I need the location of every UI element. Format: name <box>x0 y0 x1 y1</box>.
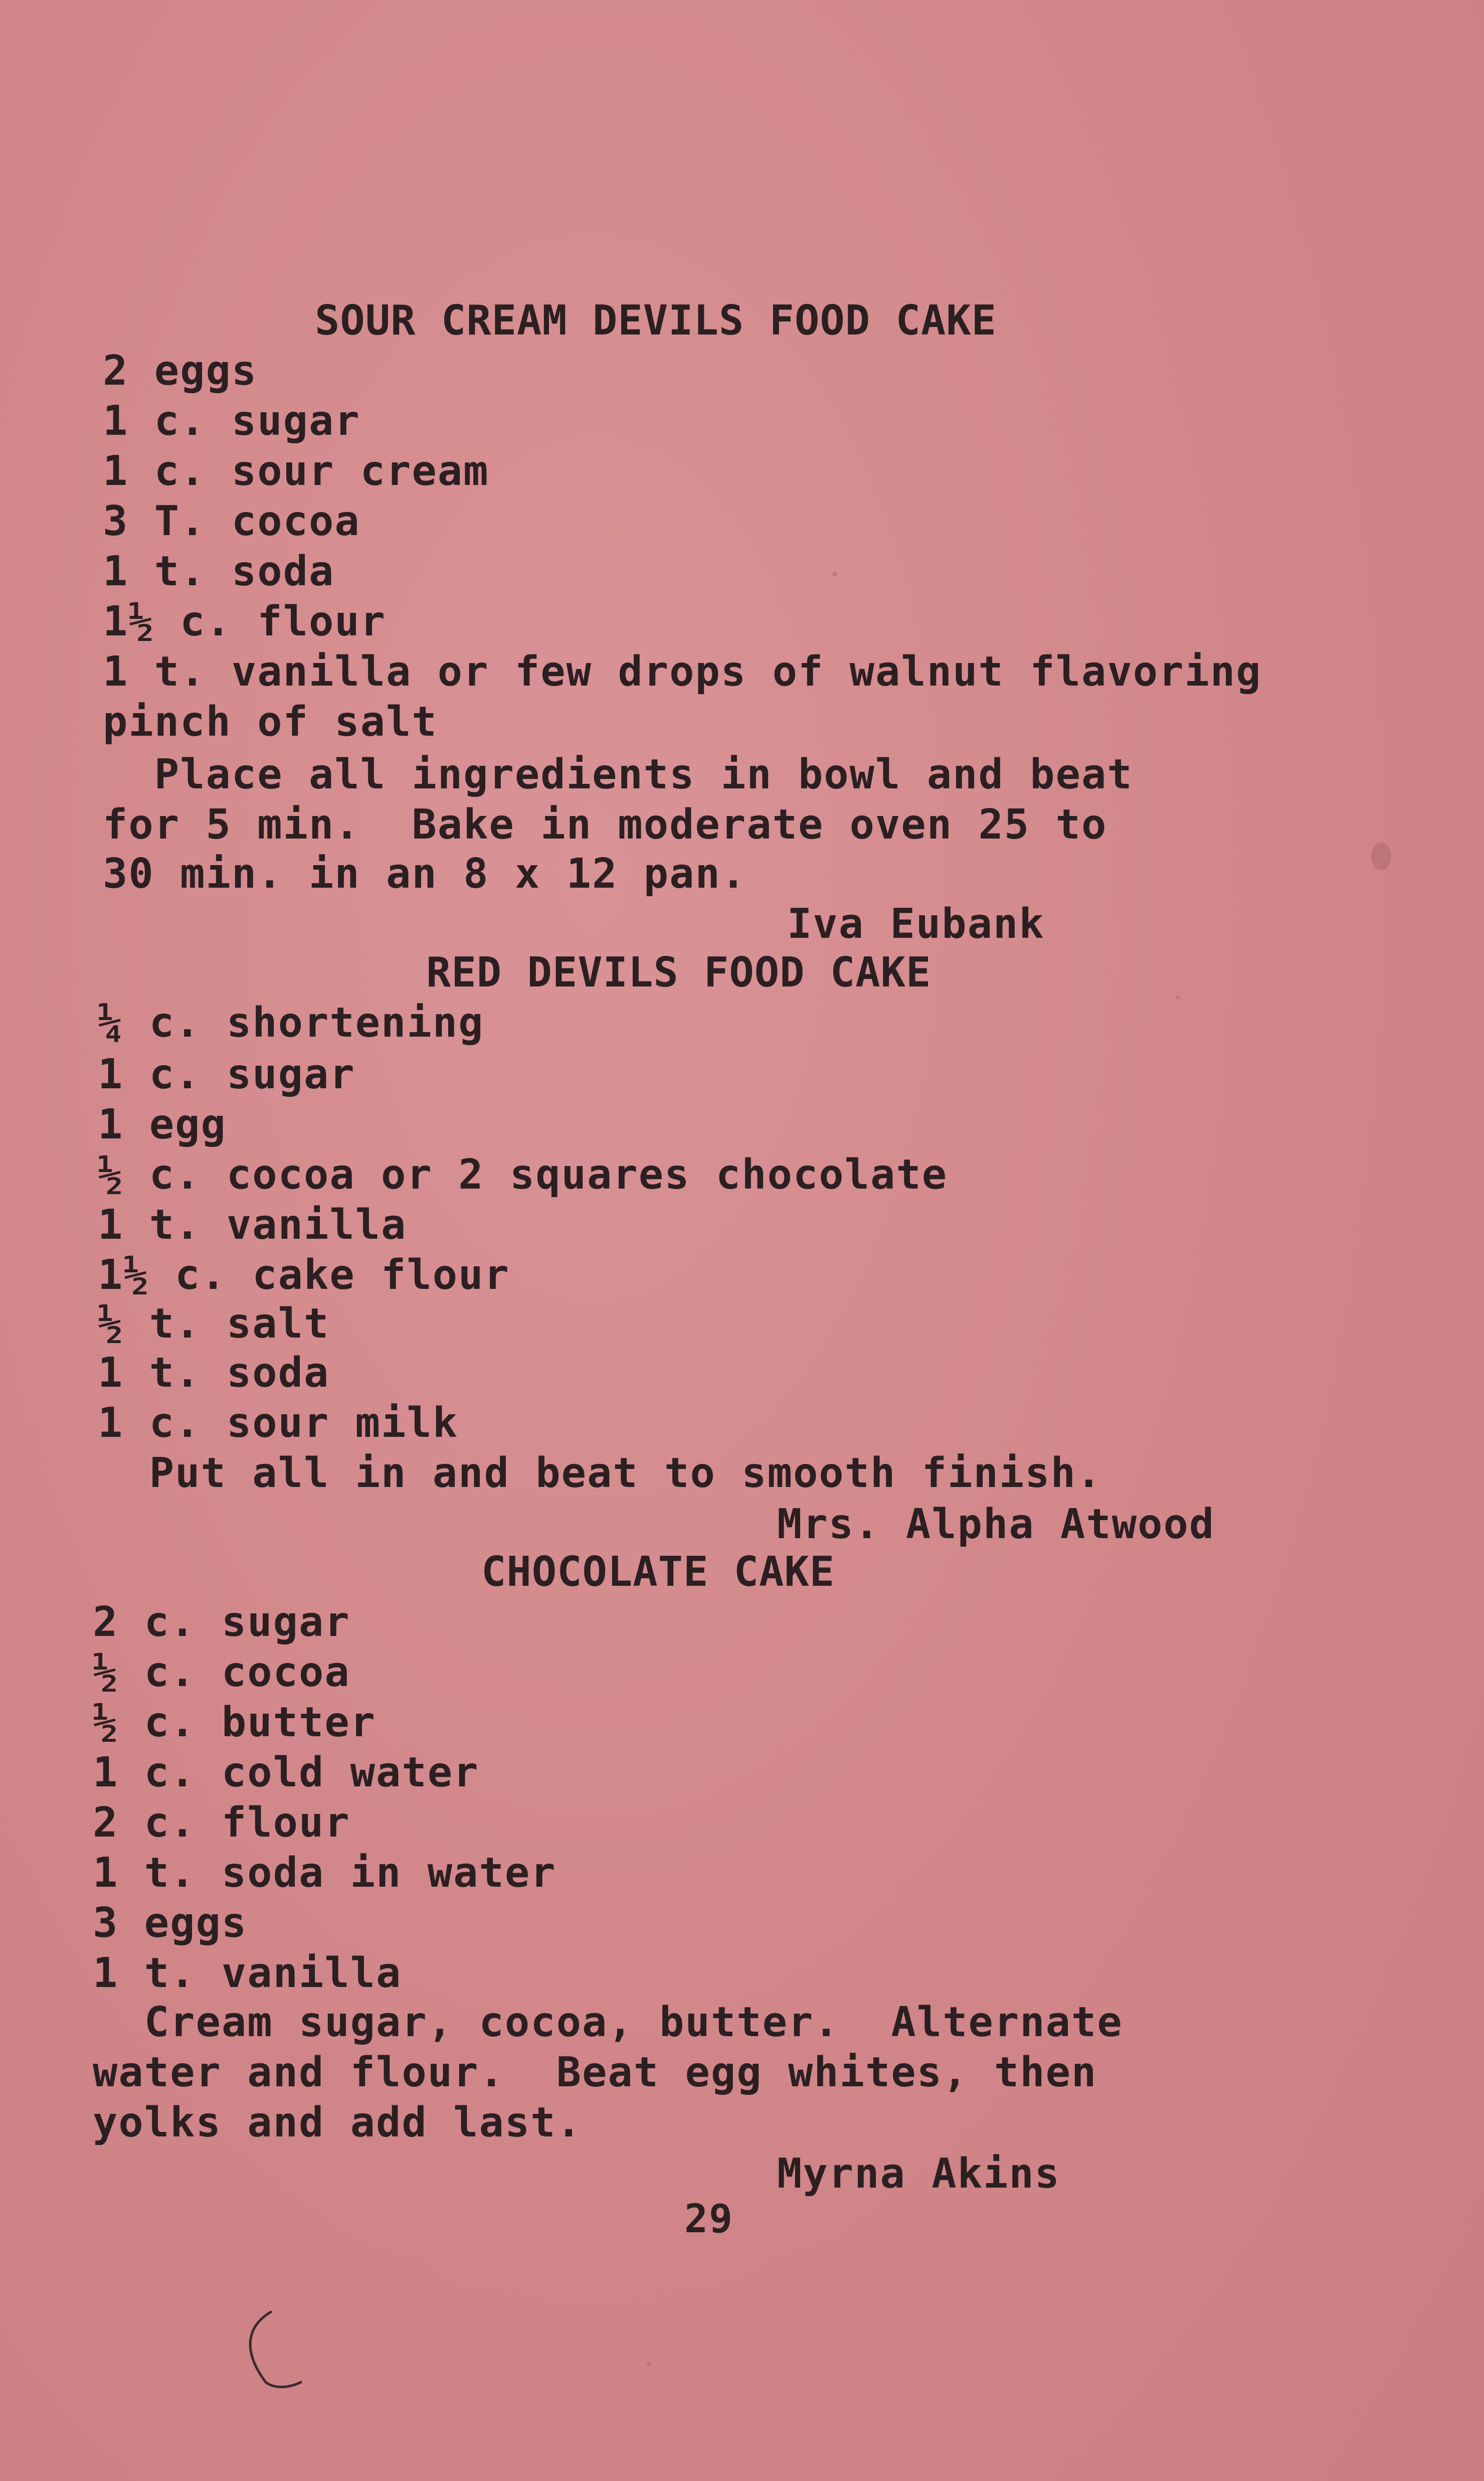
ingredient-line: 1 t. vanilla or few drops of walnut flavoring <box>103 648 1262 696</box>
paper-blemish <box>647 2362 651 2367</box>
ingredient-line: 1 t. soda <box>103 548 335 595</box>
recipe-title: CHOCOLATE CAKE <box>481 1548 835 1596</box>
contributor-name: Mrs. Alpha Atwood <box>777 1501 1215 1548</box>
recipe-title: RED DEVILS FOOD CAKE <box>426 949 932 997</box>
direction-line: for 5 min. Bake in moderate oven 25 to <box>103 801 1107 849</box>
ingredient-line: ½ c. butter <box>93 1699 377 1746</box>
direction-line: yolks and add last. <box>93 2099 582 2146</box>
direction-line: Place all ingredients in bowl and beat <box>103 751 1133 798</box>
ingredient-line: 1 t. soda <box>98 1349 330 1397</box>
ingredient-line: 1 c. sour cream <box>103 447 489 495</box>
ingredient-line: 1½ c. flour <box>103 598 387 645</box>
ingredient-line: 3 T. cocoa <box>103 498 360 545</box>
paper-blemish <box>832 572 837 577</box>
ingredient-line: ½ c. cocoa or 2 squares chocolate <box>98 1151 948 1199</box>
pencil-mark-icon <box>236 2307 306 2392</box>
ingredient-line: 2 eggs <box>103 347 258 395</box>
ingredient-line: 1 c. sugar <box>98 1051 355 1098</box>
recipe-title: SOUR CREAM DEVILS FOOD CAKE <box>315 297 997 345</box>
ingredient-line: 1 t. vanilla <box>98 1201 407 1249</box>
ingredient-line: 2 c. flour <box>93 1799 350 1847</box>
paper-blemish <box>1371 843 1391 870</box>
ingredient-line: ½ c. cocoa <box>93 1648 350 1696</box>
ingredient-line: 1 c. cold water <box>93 1749 479 1796</box>
contributor-name: Myrna Akins <box>777 2150 1061 2198</box>
ingredient-line: ½ t. salt <box>98 1300 330 1348</box>
direction-line: water and flour. Beat egg whites, then <box>93 2049 1097 2096</box>
direction-line: Cream sugar, cocoa, butter. Alternate <box>93 1999 1123 2046</box>
ingredient-line: 1 c. sour milk <box>98 1399 459 1447</box>
ingredient-line: 1 t. vanilla <box>93 1949 402 1997</box>
ingredient-line: ¼ c. shortening <box>98 999 484 1047</box>
contributor-name: Iva Eubank <box>787 900 1045 948</box>
page-number: 29 <box>684 2197 733 2242</box>
ingredient-line: 1 t. soda in water <box>93 1849 556 1897</box>
ingredient-line: pinch of salt <box>103 698 438 746</box>
paper-blemish <box>1176 996 1180 1000</box>
ingredient-line: 1½ c. cake flour <box>98 1251 510 1299</box>
ingredient-line: 2 c. sugar <box>93 1598 350 1646</box>
direction-line: Put all in and beat to smooth finish. <box>98 1449 1102 1497</box>
ingredient-line: 1 c. sugar <box>103 397 360 445</box>
ingredient-line: 1 egg <box>98 1101 227 1148</box>
ingredient-line: 3 eggs <box>93 1899 248 1947</box>
direction-line: 30 min. in an 8 x 12 pan. <box>103 850 747 898</box>
